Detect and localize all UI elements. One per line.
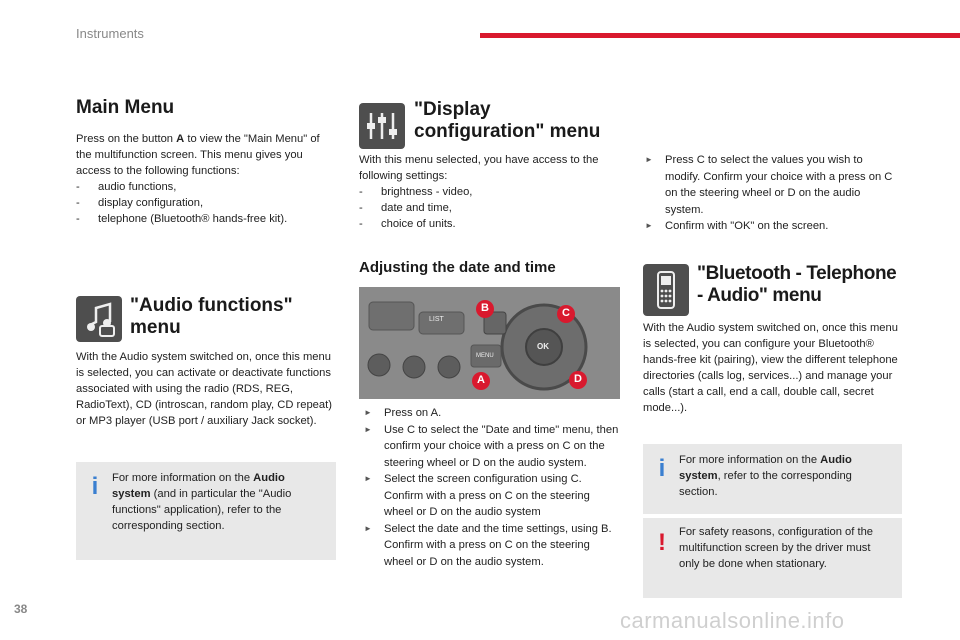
audio-settings-icon: [76, 296, 122, 342]
main-menu-intro: Press on the button A to view the "Main Menu" of the multifunction screen. This menu gives you access to the following functions: - audio functions, - display configuration, - telephone (Bluetooth® hands-free kit).: [76, 131, 338, 227]
header-accent-bar: [480, 33, 960, 38]
right-steps: [645, 152, 895, 235]
list-item: - brightness - video,: [359, 184, 619, 200]
info-icon: i: [658, 455, 666, 482]
ok-button-label: OK: [537, 342, 549, 351]
callout-b: B: [481, 302, 489, 314]
section-title: Instruments: [76, 26, 144, 41]
display-settings-icon: [359, 103, 405, 149]
step-item: ► Select the screen configuration using C. Confirm with a press on C on the steering wheel or D on the audio system: [364, 471, 620, 521]
step-item: ► Confirm with "OK" on the screen.: [645, 218, 895, 235]
display-heading: "Display configuration" menu: [414, 99, 601, 142]
info-note-audio: i For more information on the Audio system (and in particular the "Audio functions" application), refer to the corresponding section.: [76, 462, 336, 560]
step-item: ► Select the date and the time settings, using B. Confirm with a press on C on the steering wheel or D on the audio system.: [364, 521, 620, 571]
step-item: ► Use C to select the "Date and time" menu, then confirm your choice with a press on C on the steering wheel or D on the audio system.: [364, 422, 620, 472]
audio-panel-photo: [359, 287, 620, 399]
date-time-heading: Adjusting the date and time: [359, 259, 556, 276]
callout-a: A: [477, 374, 485, 386]
mobile-phone-icon: [643, 264, 689, 316]
list-item: - choice of units.: [359, 216, 619, 232]
warning-icon: !: [658, 529, 666, 556]
page-number: 38: [14, 602, 28, 616]
step-item: ► Press on A.: [364, 405, 620, 422]
watermark: carmanualsonline.info: [620, 608, 845, 633]
bluetooth-description: With the Audio system switched on, once this menu is selected, you can configure your Bluetooth® hands-free kit (pairing), view the different telephone directories (calls log, services...) and manage your calls (start a call, end a call, double call, secret mode...).: [643, 322, 898, 414]
display-intro: With this menu selected, you have access to the following settings: - brightness - video, - date and time, - choice of units.: [359, 152, 619, 232]
audio-heading: "Audio functions" menu: [130, 295, 293, 338]
audio-description: With the Audio system switched on, once this menu is selected, you can activate or deactivate functions associated with using the radio (RDS, REG, RadioText), CD (introscan, random play, CD repeat) or MP3 player (USB port / auxiliary Jack socket).: [76, 351, 332, 427]
menu-button-label: MENU: [476, 353, 494, 359]
list-item: - telephone (Bluetooth® hands-free kit).: [76, 211, 338, 227]
bluetooth-heading: "Bluetooth - Telephone - Audio" menu: [697, 263, 897, 306]
callout-c: C: [562, 307, 570, 319]
list-item: - date and time,: [359, 200, 619, 216]
main-menu-heading: Main Menu: [76, 97, 175, 118]
info-icon: i: [91, 473, 99, 500]
list-item: - audio functions,: [76, 179, 338, 195]
date-time-steps: [364, 405, 620, 570]
step-item: ► Press C to select the values you wish to modify. Confirm your choice with a press on C on the steering wheel or D on the audio system.: [645, 152, 895, 218]
callout-d: D: [574, 373, 582, 385]
list-item: - display configuration,: [76, 195, 338, 211]
info-note-bluetooth: i For more information on the Audio system, refer to the corresponding section.: [643, 444, 902, 514]
list-button-label: LIST: [429, 316, 444, 323]
warning-note: ! For safety reasons, configuration of the multifunction screen by the driver must only be done when stationary.: [643, 518, 902, 598]
